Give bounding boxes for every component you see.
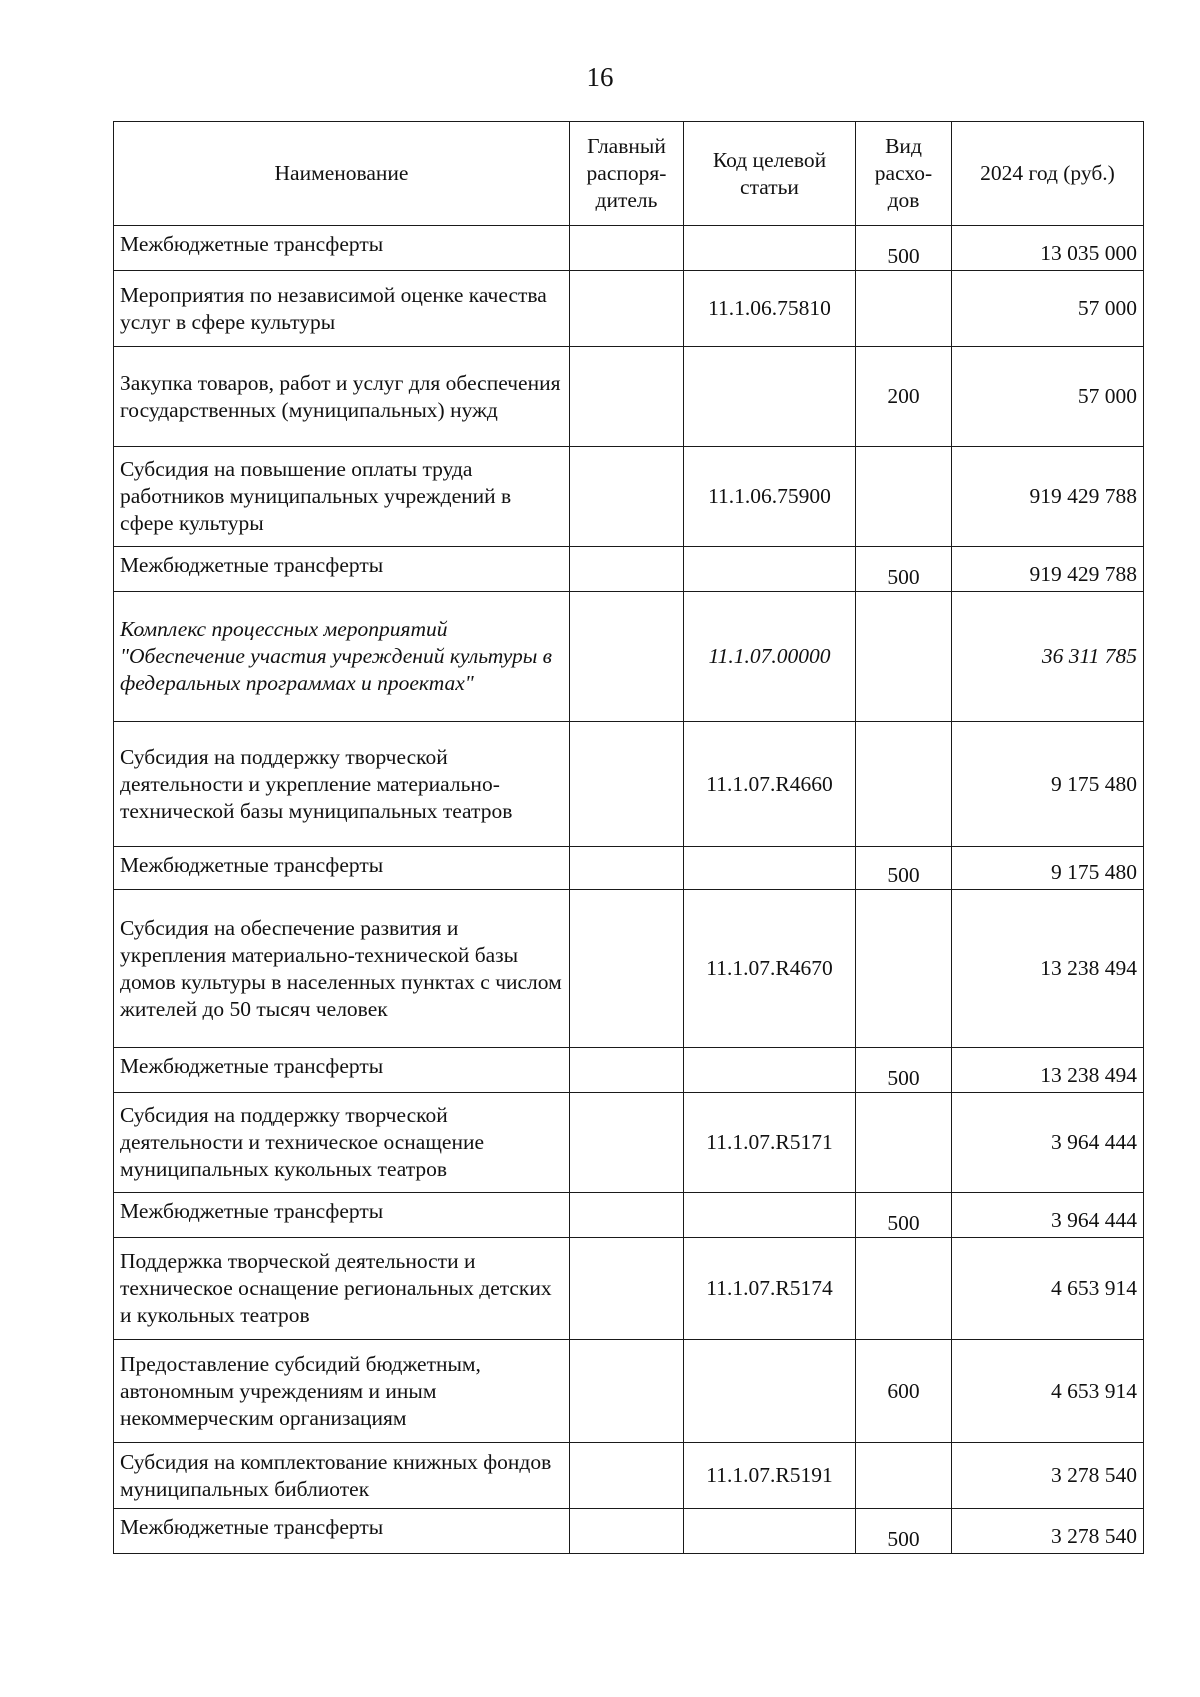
- table-row: [114, 271, 1144, 347]
- row-code: 11.1.07.R5171: [684, 1093, 856, 1193]
- header-amount: 2024 год (руб.): [952, 122, 1144, 226]
- row-manager: [570, 1093, 684, 1193]
- row-manager: [570, 547, 684, 592]
- row-kind: [856, 447, 952, 547]
- row-amount: 9 175 480: [952, 722, 1144, 847]
- table-row: [114, 1093, 1144, 1193]
- table-row: [114, 447, 1144, 547]
- table-row: [114, 1443, 1144, 1509]
- row-amount: 4 653 914: [952, 1340, 1144, 1443]
- row-code: 11.1.07.R4660: [684, 722, 856, 847]
- table-row: [114, 722, 1144, 847]
- row-code: 11.1.07.R5191: [684, 1443, 856, 1509]
- row-kind: [856, 271, 952, 347]
- row-kind: [856, 592, 952, 722]
- row-kind: 200: [856, 347, 952, 447]
- row-name: Межбюджетные трансферты: [114, 1509, 570, 1554]
- row-kind: 500: [856, 1193, 952, 1238]
- row-name: Межбюджетные трансферты: [114, 547, 570, 592]
- row-name: Межбюджетные трансферты: [114, 1048, 570, 1093]
- row-name: Межбюджетные трансферты: [114, 847, 570, 890]
- row-amount: 919 429 788: [952, 447, 1144, 547]
- row-amount: 3 964 444: [952, 1193, 1144, 1238]
- row-amount: 57 000: [952, 347, 1144, 447]
- row-name: Межбюджетные трансферты: [114, 226, 570, 271]
- row-code: 11.1.06.75810: [684, 271, 856, 347]
- header-code: Код целевой статьи: [684, 122, 856, 226]
- row-name: Субсидия на повышение оплаты труда работников муниципальных учреждений в сфере культуры: [114, 447, 570, 547]
- table-row: [114, 547, 1144, 592]
- header-manager: Главный распоря-дитель: [570, 122, 684, 226]
- row-kind: 600: [856, 1340, 952, 1443]
- row-kind: [856, 1238, 952, 1340]
- row-name: Поддержка творческой деятельности и техническое оснащение региональных детских и кукольных театров: [114, 1238, 570, 1340]
- table-row: [114, 226, 1144, 271]
- table-row: [114, 1509, 1144, 1554]
- row-manager: [570, 226, 684, 271]
- row-code: 11.1.07.R4670: [684, 890, 856, 1048]
- row-amount: 13 035 000: [952, 226, 1144, 271]
- row-kind: [856, 890, 952, 1048]
- row-manager: [570, 1048, 684, 1093]
- row-code: [684, 1509, 856, 1554]
- row-code: [684, 226, 856, 271]
- row-manager: [570, 347, 684, 447]
- row-kind: [856, 722, 952, 847]
- row-name: Субсидия на поддержку творческой деятельности и техническое оснащение муниципальных кукольных театров: [114, 1093, 570, 1193]
- row-kind: 500: [856, 1048, 952, 1093]
- table-row: [114, 847, 1144, 890]
- row-amount: 13 238 494: [952, 890, 1144, 1048]
- row-kind: [856, 1443, 952, 1509]
- row-manager: [570, 847, 684, 890]
- table-header-row: [114, 122, 1144, 226]
- row-kind: 500: [856, 547, 952, 592]
- budget-table: [113, 121, 1144, 1554]
- row-manager: [570, 447, 684, 547]
- row-kind: 500: [856, 226, 952, 271]
- row-amount: 36 311 785: [952, 592, 1144, 722]
- row-manager: [570, 722, 684, 847]
- row-manager: [570, 1443, 684, 1509]
- row-amount: 3 278 540: [952, 1509, 1144, 1554]
- row-name: Субсидия на поддержку творческой деятельности и укрепление материально-технической базы муниципальных театров: [114, 722, 570, 847]
- row-code: 11.1.07.00000: [684, 592, 856, 722]
- row-kind: [856, 1093, 952, 1193]
- row-name: Закупка товаров, работ и услуг для обеспечения государственных (муниципальных) нужд: [114, 347, 570, 447]
- row-manager: [570, 592, 684, 722]
- table-row: [114, 1340, 1144, 1443]
- row-name: Субсидия на комплектование книжных фондов муниципальных библиотек: [114, 1443, 570, 1509]
- page-number: 16: [586, 62, 614, 92]
- table-row: [114, 592, 1144, 722]
- header-name: Наименование: [114, 122, 570, 226]
- row-name: Субсидия на обеспечение развития и укрепления материально-технической базы домов культуры в населенных пунктах с числом жителей до 50 тысяч человек: [114, 890, 570, 1048]
- row-kind: 500: [856, 1509, 952, 1554]
- row-code: [684, 1193, 856, 1238]
- row-name: Межбюджетные трансферты: [114, 1193, 570, 1238]
- table-row: [114, 890, 1144, 1048]
- row-code: [684, 1340, 856, 1443]
- row-code: [684, 347, 856, 447]
- table-row: [114, 347, 1144, 447]
- table-row: [114, 1048, 1144, 1093]
- row-code: 11.1.07.R5174: [684, 1238, 856, 1340]
- row-manager: [570, 890, 684, 1048]
- row-amount: 57 000: [952, 271, 1144, 347]
- header-kind: Вид расхо-дов: [856, 122, 952, 226]
- row-amount: 3 964 444: [952, 1093, 1144, 1193]
- row-code: [684, 1048, 856, 1093]
- table-row: [114, 1238, 1144, 1340]
- row-code: 11.1.06.75900: [684, 447, 856, 547]
- row-amount: 9 175 480: [952, 847, 1144, 890]
- row-kind: 500: [856, 847, 952, 890]
- row-amount: 13 238 494: [952, 1048, 1144, 1093]
- row-name: Мероприятия по независимой оценке качества услуг в сфере культуры: [114, 271, 570, 347]
- row-name: Предоставление субсидий бюджетным, автономным учреждениям и иным некоммерческим организациям: [114, 1340, 570, 1443]
- row-manager: [570, 1340, 684, 1443]
- row-manager: [570, 271, 684, 347]
- row-code: [684, 547, 856, 592]
- row-manager: [570, 1238, 684, 1340]
- row-manager: [570, 1193, 684, 1238]
- row-name: Комплекс процессных мероприятий "Обеспечение участия учреждений культуры в федеральных программах и проектах": [114, 592, 570, 722]
- row-amount: 919 429 788: [952, 547, 1144, 592]
- row-amount: 3 278 540: [952, 1443, 1144, 1509]
- row-amount: 4 653 914: [952, 1238, 1144, 1340]
- table-row: [114, 1193, 1144, 1238]
- row-code: [684, 847, 856, 890]
- row-manager: [570, 1509, 684, 1554]
